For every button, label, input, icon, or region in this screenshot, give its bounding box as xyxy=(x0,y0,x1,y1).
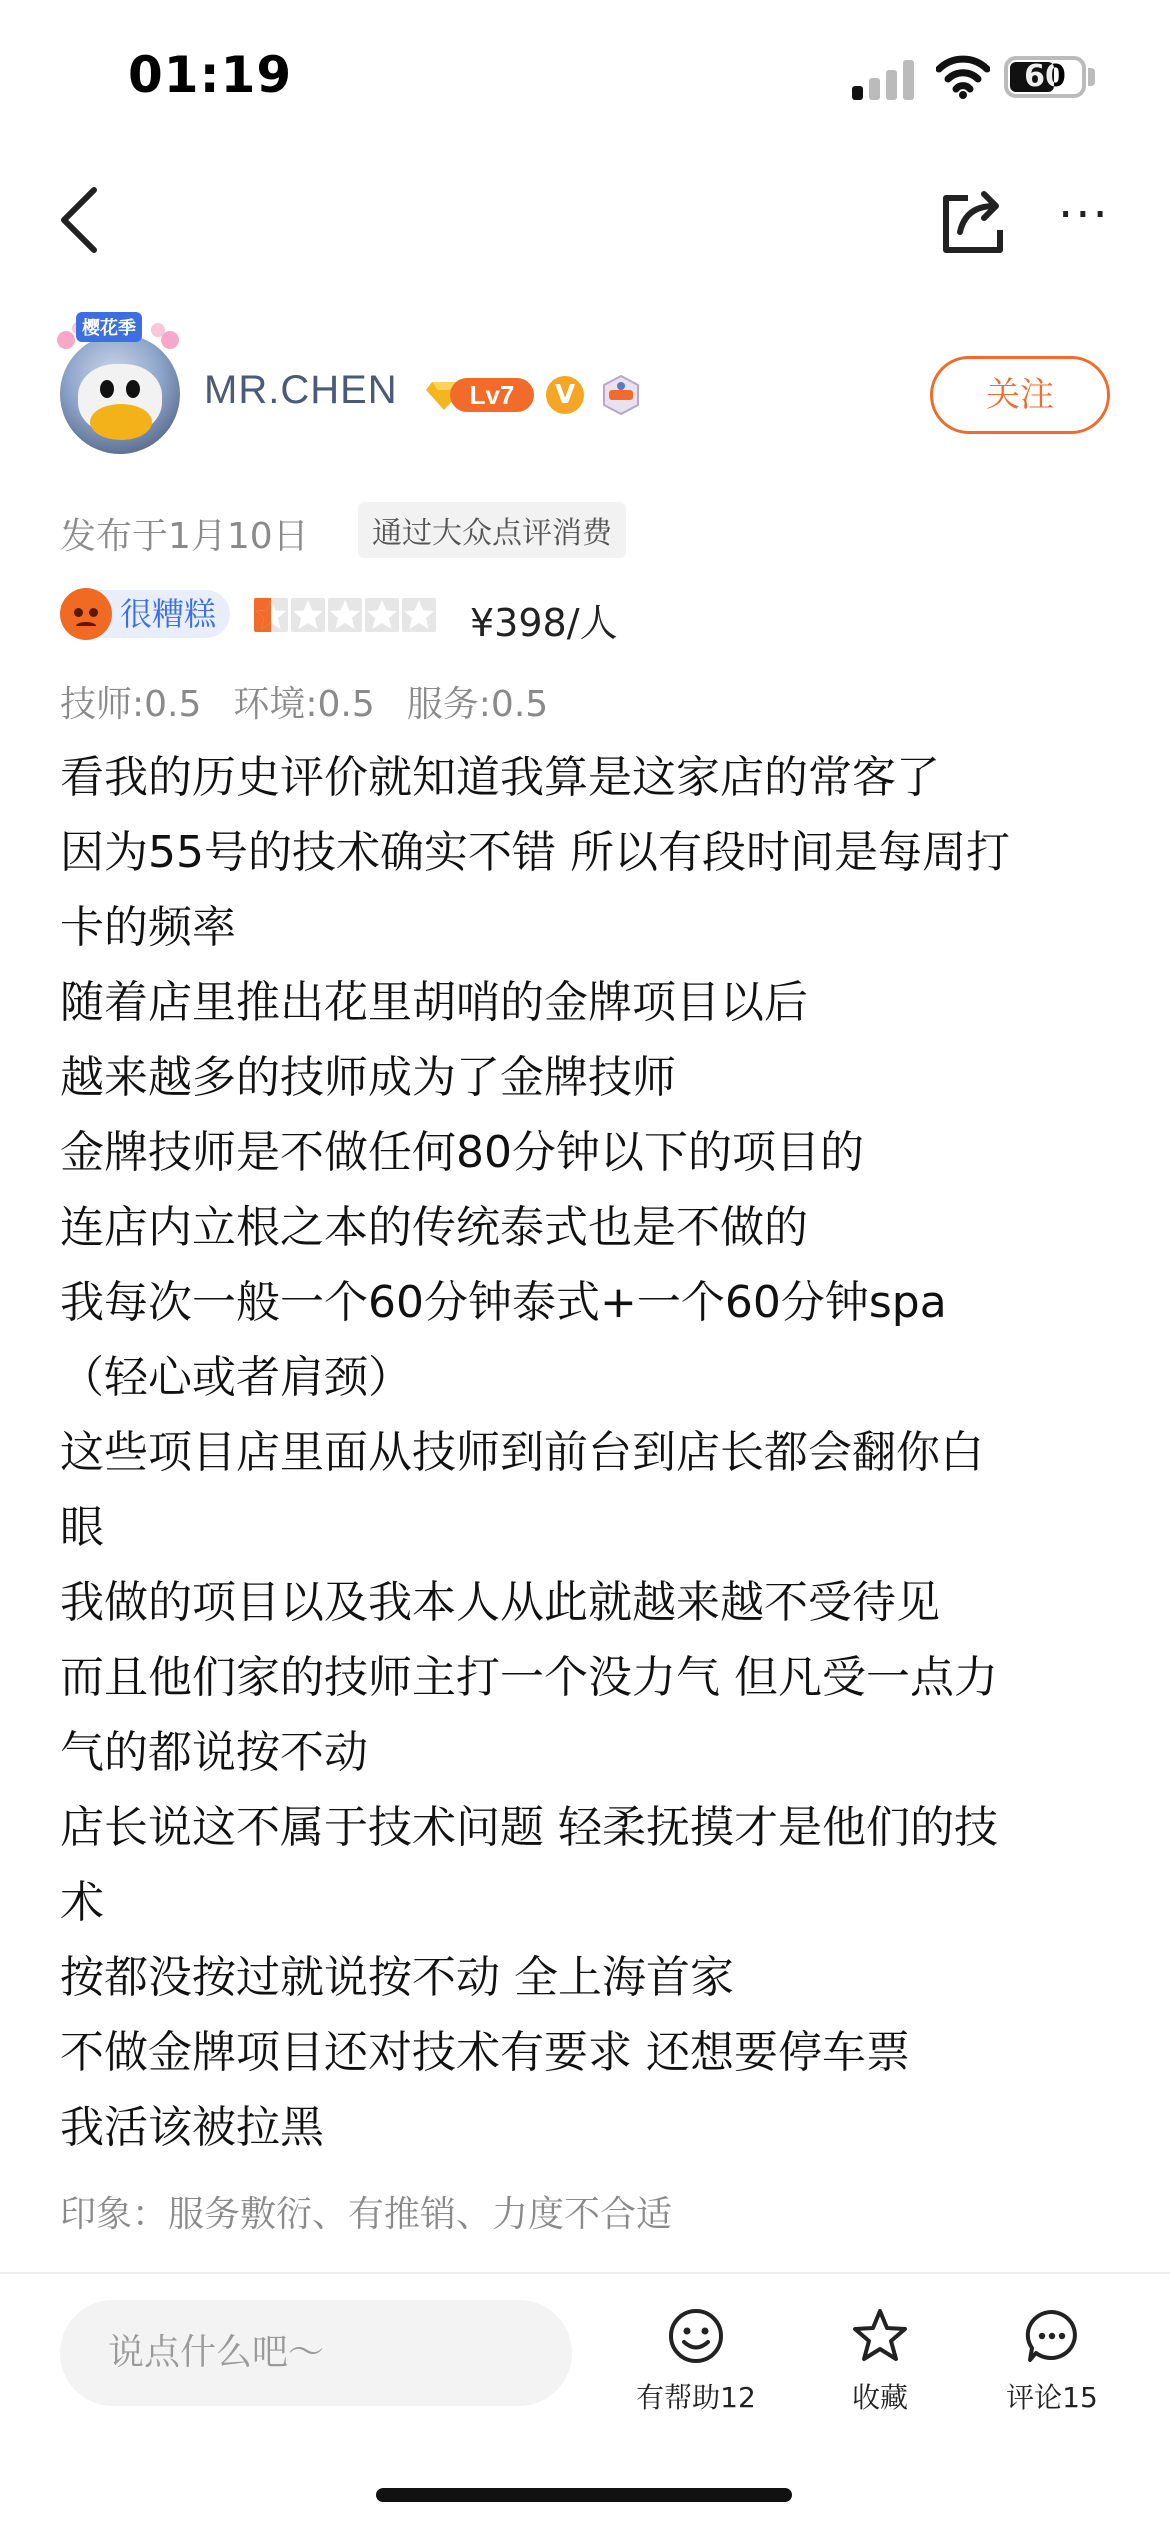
avatar-tag: 樱花季 xyxy=(76,312,142,342)
more-icon[interactable]: ··· xyxy=(1058,187,1110,243)
comment-button[interactable] xyxy=(982,2306,1122,2416)
review-line: 看我的历史评价就知道我算是这家店的常客了 xyxy=(60,752,940,803)
rating-star xyxy=(365,598,399,632)
review-line: 店长说这不属于技术问题 轻柔抚摸才是他们的技 xyxy=(60,1802,998,1853)
review-line: 因为55号的技术确实不错 所以有段时间是每周打 xyxy=(60,827,1010,878)
mood-label: 很糟糕 xyxy=(94,590,230,638)
follow-button[interactable]: 关注 xyxy=(930,356,1110,434)
impression-tags: 印象：服务敷衍、有推销、力度不合适 xyxy=(60,2194,673,2235)
angry-face-icon xyxy=(60,588,112,640)
score-breakdown xyxy=(60,676,580,727)
battery-tip xyxy=(1088,68,1095,86)
battery-level: 60 xyxy=(1024,59,1066,94)
medal-icon xyxy=(600,374,642,416)
collect-label: 收藏 xyxy=(851,2381,908,2414)
helpful-button[interactable] xyxy=(626,2306,766,2416)
score-technician: 技师:0.5 xyxy=(60,684,202,725)
star-rating xyxy=(254,598,436,632)
review-line: 按都没按过就说按不动 全上海首家 xyxy=(60,1952,734,2003)
review-line: 这些项目店里面从技师到前台到店长都会翻你白 xyxy=(60,1427,984,1478)
rating-star xyxy=(291,598,325,632)
helpful-label: 有帮助12 xyxy=(636,2381,756,2414)
review-line: 金牌技师是不做任何80分钟以下的项目的 xyxy=(60,1127,864,1178)
comment-bubble-icon xyxy=(1022,2306,1082,2366)
bottom-divider xyxy=(0,2272,1170,2274)
review-line: 我活该被拉黑 xyxy=(60,2102,324,2153)
rating-star xyxy=(254,598,288,632)
rating-star xyxy=(402,598,436,632)
signal-icon xyxy=(852,58,916,100)
review-line: 而且他们家的技师主打一个没力气 但凡受一点力 xyxy=(60,1652,998,1703)
share-icon[interactable] xyxy=(938,188,1008,258)
score-environment: 环境:0.5 xyxy=(233,684,375,725)
status-time: 01:19 xyxy=(128,46,293,104)
review-line: 气的都说按不动 xyxy=(60,1727,368,1778)
battery-icon xyxy=(1004,56,1086,98)
consumption-tag: 通过大众点评消费 xyxy=(358,502,626,558)
review-line: 我每次一般一个60分钟泰式+一个60分钟spa xyxy=(60,1277,947,1328)
review-line: （轻心或者肩颈） xyxy=(60,1352,412,1403)
star-icon xyxy=(850,2306,910,2366)
review-line: 术 xyxy=(60,1877,104,1928)
smile-icon xyxy=(666,2306,726,2366)
review-line: 随着店里推出花里胡哨的金牌项目以后 xyxy=(60,977,808,1028)
review-line: 不做金牌项目还对技术有要求 还想要停车票 xyxy=(60,2027,910,2078)
rating-star xyxy=(328,598,362,632)
comment-input[interactable]: 说点什么吧～ xyxy=(60,2300,572,2406)
price-per-person: ¥398/人 xyxy=(470,601,618,645)
score-service: 服务:0.5 xyxy=(406,684,549,725)
review-line: 卡的频率 xyxy=(60,902,236,953)
flower-frame-icon xyxy=(54,310,184,354)
review-line: 我做的项目以及我本人从此就越来越不受待见 xyxy=(60,1577,940,1628)
review-line: 眼 xyxy=(60,1502,104,1553)
review-line: 连店内立根之本的传统泰式也是不做的 xyxy=(60,1202,808,1253)
wifi-icon xyxy=(936,54,990,100)
author-name[interactable]: MR.CHEN xyxy=(204,368,398,412)
verified-badge: V xyxy=(546,376,584,414)
publish-date: 发布于1月10日 xyxy=(60,516,309,557)
collect-button[interactable] xyxy=(810,2306,950,2416)
review-text xyxy=(60,740,1120,2165)
comment-label: 评论15 xyxy=(1006,2381,1098,2414)
review-line: 越来越多的技师成为了金牌技师 xyxy=(60,1052,676,1103)
level-label: Lv7 xyxy=(450,378,534,412)
home-indicator xyxy=(376,2488,792,2502)
back-arrow-icon[interactable] xyxy=(50,180,110,260)
avatar[interactable] xyxy=(54,310,184,460)
